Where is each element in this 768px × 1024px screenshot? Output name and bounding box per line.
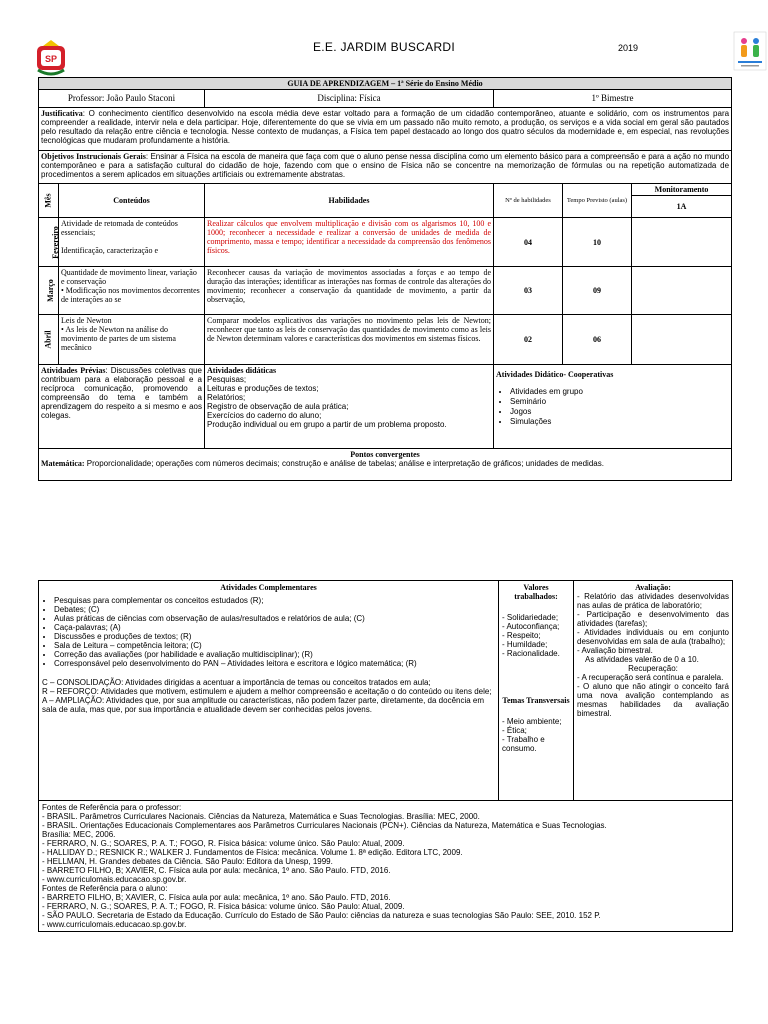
math-text: Proporcionalidade; operações com números decimais; construção e análise de tabelas; análise e interpretação de gráficos; unidades de medidas. (84, 459, 604, 469)
col-num-skills: Nº de habilidades (494, 184, 563, 218)
figure-body-2 (753, 45, 759, 57)
didactic-item: Produção individual ou em grupo a partir de um problema proposto. (207, 420, 447, 430)
col-month (39, 184, 59, 218)
guide-title: GUIA DE APRENDIZAGEM – 1ª Série do Ensino Médio (39, 78, 732, 90)
recovery-title: Recuperação: (628, 664, 678, 674)
row-contents: Atividade de retomada de conteúdos essenciais; Identificação, caracterização e (59, 218, 205, 267)
prior-activities-label: Atividades Prévias (41, 366, 106, 376)
row-num-skills: 03 (494, 267, 563, 315)
col-monitoring: Monitoramento (632, 184, 732, 196)
col-contents: Conteúdos (59, 184, 205, 218)
table-row (39, 315, 732, 365)
references-teacher-title: Fontes de Referência para o professor: (42, 803, 182, 812)
row-skills: Realizar cálculos que envolvem multiplicação e divisão com os algarismos 10, 100 e 1000; reconhecer a necessidade e realizar a conversão de unidades de medida de comprimento, massa e tempo; identificar a necessidade da compreensão dos fenômenos físicos. (205, 218, 494, 267)
logo-frame (734, 32, 766, 70)
themes-title: Temas Transversais (502, 696, 570, 706)
theme-item: - Trabalho e consumo. (502, 735, 545, 754)
row-skills: Comparar modelos explicativos das variações no movimento pelas leis de Newton; reconhecer que tanto as leis de conservação das quantidades de movimento como as leis de Newton determinam valores e características dos movimentos em sistemas físicos. (205, 315, 494, 365)
value-item: - Solidariedade; (502, 613, 559, 623)
theme-item: - Ética; (502, 726, 527, 736)
didactic-item: Relatórios; (207, 393, 246, 403)
logo-caption-bar (738, 61, 762, 63)
complementary-item: • Discussões e produções de textos; (R) (54, 632, 495, 641)
term: 1º Bimestre (494, 90, 732, 108)
year: 2019 (618, 43, 639, 53)
reference-item: - www.curriculomais.educacao.sp.gov.br. (42, 875, 187, 885)
teacher-name: Professor: João Paulo Staconi (39, 90, 205, 108)
complementary-item: • Corresponsável pelo desenvolvimento do PAN – Atividades leitora e escritora e lógico matemática; (R) (54, 659, 495, 668)
complementary-item: • Debates; (C) (54, 605, 495, 614)
logo-caption-subbar (741, 65, 759, 67)
evaluation-item: - Atividades individuais ou em conjunto desenvolvidas em sala de aula (trabalho); (577, 628, 729, 647)
didactic-label: Atividades didáticas (207, 366, 277, 376)
amplification: A – AMPLIAÇÃO: Atividades que, por sua amplitude ou características, não podem fazer parte, diretamente, da docência em sala de aula, mas que, por sua importância e atualidade devem ser conhecidas pelos jovens. (42, 696, 485, 715)
didactic-item: Registro de observação de aula prática; (207, 402, 349, 412)
row-monitoring (632, 267, 732, 315)
recovery-item: - O aluno que não atingir o conceito fará uma nova avalição contemplando as mesmas habilidades da avaliação bimestral. (577, 682, 729, 719)
complementary-title: Atividades Complementares (220, 583, 317, 592)
math-label: Matemática: (41, 459, 85, 469)
references-student-title: Fontes de Referência para o aluno: (42, 884, 168, 894)
convergent-points (39, 449, 732, 481)
recovery-item: - A recuperação será contínua e paralela. (577, 673, 724, 683)
reference-item: - SÃO PAULO. Secretaria de Estado da Educação. Currículo do Estado de São Paulo: ciências da natureza e suas tecnologias São Paulo: SEE, 2010. 152 P. (42, 911, 601, 921)
row-month-label: Fevereiro (50, 225, 60, 259)
justification-text: : O conhecimento científico desenvolvido na escola média deve estar voltado para a formação de um cidadão contemporâneo, atuante e solidário, com os instrumentos para compreender a realidade, intervir nela e dela participar. Hoje, diferentemente do que se vivia em um passado não muito remoto, a produção, os serviços e a vida social em geral são pautados pelo resultado da relação entre ciência e tecnologia. Nesse contexto de mudanças, a Física tem papel destacado ao longo dos quatro séculos da modernidade e, em especial, nas revoluções tecnológicas que mudaram profundamente a história. (41, 109, 730, 146)
emblem-initials: SP (44, 54, 58, 64)
evaluation (574, 581, 733, 801)
row-skills: Reconhecer causas da variação de movimentos associadas a forças e ao tempo de duração das interações; identificar as interações nas formas de controle das alterações do movimento; reconhecer a conservação da quantidade de movimento, a partir da observação, (205, 267, 494, 315)
row-num-skills: 02 (494, 315, 563, 365)
table-row (39, 267, 732, 315)
reference-item: - FERRARO, N. G.; SOARES, P. A. T.; FOGO, R. Física básica: volume único. São Paulo: Atual, 2009. (42, 902, 405, 912)
row-month-label: Março (45, 279, 55, 302)
complementary-item: • Pesquisas para complementar os conceitos estudados (R); (54, 596, 495, 605)
prior-activities (39, 365, 205, 449)
complementary-table (38, 580, 733, 932)
figure-head-2 (753, 38, 759, 44)
reference-item: Brasília: MEC, 2006. (42, 830, 116, 840)
value-item: - Respeito; (502, 631, 541, 641)
values-themes (499, 581, 574, 801)
school-title: E.E. JARDIM BUSCARDI (312, 40, 456, 54)
evaluation-item: - Participação e desenvolvimento das atividades (tarefas); (577, 610, 729, 629)
value-item: - Racionalidade. (502, 649, 560, 659)
reference-item: - BRASIL. Parâmetros Curriculares Nacionais. Ciências da Natureza, Matemática e Suas Tecnologias. Brasília: MEC, 2000. (42, 812, 480, 822)
reference-item: - www.curriculomais.educacao.sp.gov.br. (42, 920, 187, 930)
complementary-item: • Sala de Leitura – competência leitora; (C) (54, 641, 495, 650)
complementary-item: • Aulas práticas de ciências com observação de aulas/resultados e relatórios de aula; (C) (54, 614, 495, 623)
justification-label: Justificativa (41, 109, 83, 119)
prior-activities-text: : Discussões coletivas que contribuam para a elaboração pessoal e a recíproca comunicação, promovendo a compreensão do tema e também a aprendizagem do respeito a si mesmo e aos colegas. (41, 366, 202, 421)
cooperative-item: • Seminário (510, 397, 729, 406)
didactic-item: Leituras e produções de textos; (207, 384, 319, 394)
row-monitoring (632, 218, 732, 267)
reference-item: - BARRETO FILHO, B; XAVIER, C. Física aula por aula: mecânica, 1º ano. São Paulo. FTD, 2016. (42, 893, 391, 903)
reference-item: - FERRARO, N. G.; SOARES, P. A. T.; FOGO, R. Física básica: volume único. São Paulo: Atual, 2009. (42, 839, 405, 849)
complementary-item: • Correção das avaliações (por habilidade e avaliação multidisciplinar); (R) (54, 650, 495, 659)
row-time: 06 (563, 315, 632, 365)
references (39, 801, 733, 932)
row-monitoring (632, 315, 732, 365)
col-month-label: Mês (43, 193, 53, 208)
didactic-item: Pesquisas; (207, 375, 247, 385)
row-time: 09 (563, 267, 632, 315)
reference-item: - BRASIL. Orientações Educacionais Complementares aos Parâmetros Curriculares Nacionais (PCN+). Ciências da Natureza, Matemática e Suas Tecnologias. (42, 821, 607, 831)
cooperative-activities (494, 365, 732, 449)
evaluation-title: Avaliação: (635, 583, 671, 592)
evaluation-item: - Relatório das atividades desenvolvidas nas aulas de prática de laboratório; (577, 592, 729, 611)
row-num-skills: 04 (494, 218, 563, 267)
cooperative-label: Atividades Didático- Cooperativas (496, 370, 614, 380)
cooperative-item: • Atividades em grupo (510, 387, 729, 396)
table-row (39, 218, 732, 267)
col-skills: Habilidades (205, 184, 494, 218)
cooperative-item: • Simulações (510, 417, 729, 426)
justification (39, 108, 732, 151)
row-month (39, 267, 59, 315)
col-time: Tempo Previsto (aulas) (563, 184, 632, 218)
objectives-text: : Ensinar a Física na escola de maneira que faça com que o aluno pense nessa disciplina como um elemento básico para a compreensão e para a ação no mundo contemporâneo e para a satisfação cultural do cidadão de hoje, fazendo com que o ensino de Física não se concentre na memorização de fórmulas ou na repetição automatizada de procedimentos a serem aplicados em situações artificiais ou extremamente abstratas. (41, 152, 730, 180)
convergent-title: Pontos convergentes (350, 450, 420, 460)
reference-item: - HALLIDAY D.; RESNICK R.; WALKER J. Fundamentos de Física: mecânica. Volume 1. 8ª edição. Editora LTC, 2009. (42, 848, 463, 858)
col-class: 1A (632, 196, 732, 218)
row-month-label: Abril (43, 330, 53, 349)
row-contents: Quantidade de movimento linear, variação e conservação • Modificação nos movimentos decorrentes de interações ao se (59, 267, 205, 315)
row-contents: Leis de Newton • As leis de Newton na análise do movimento de partes de um sistema mecânico (59, 315, 205, 365)
figure-body-1 (741, 45, 747, 57)
didactic-activities (205, 365, 494, 449)
learning-guide-table (38, 77, 732, 481)
emblem-laurel (38, 70, 64, 74)
subject: Disciplina: Física (205, 90, 494, 108)
reference-item: - BARRETO FILHO, B; XAVIER, C. Física aula por aula: mecânica, 1º ano. São Paulo. FTD, 2016. (42, 866, 391, 876)
didactic-item: Exercícios do caderno do aluno; (207, 411, 322, 421)
figure-head-1 (741, 38, 747, 44)
complementary-activities (39, 581, 499, 801)
reinforcement: R – REFORÇO: Atividades que motivem, estimulem e ajudem a melhor compreensão e aceitação o do conteúdo ou itens dele; (42, 687, 492, 697)
education-secretariat-logo (733, 31, 767, 71)
reference-item: - HELLMAN, H. Grandes debates da Ciência. São Paulo: Editora da Unesp, 1999. (42, 857, 333, 867)
row-month (39, 315, 59, 365)
consolidation: C – CONSOLIDAÇÃO: Atividades dirigidas a acentuar a importância de temas ou conceitos tratados em aula; (42, 678, 431, 688)
row-time: 10 (563, 218, 632, 267)
row-month (39, 218, 59, 267)
cooperative-item: • Jogos (510, 407, 729, 416)
evaluation-item: - Avaliação bimestral. (577, 646, 653, 656)
complementary-item: • Caça-palavras; (A) (54, 623, 495, 632)
values-title: Valores trabalhados: (514, 583, 558, 602)
value-item: - Humildade; (502, 640, 548, 650)
objectives-label: Objetivos Instrucionais Gerais (41, 152, 146, 162)
theme-item: - Meio ambiente; (502, 717, 562, 727)
objectives (39, 151, 732, 184)
evaluation-item: As atividades valerão de 0 a 10. (585, 655, 699, 665)
value-item: - Autoconfiança; (502, 622, 560, 632)
